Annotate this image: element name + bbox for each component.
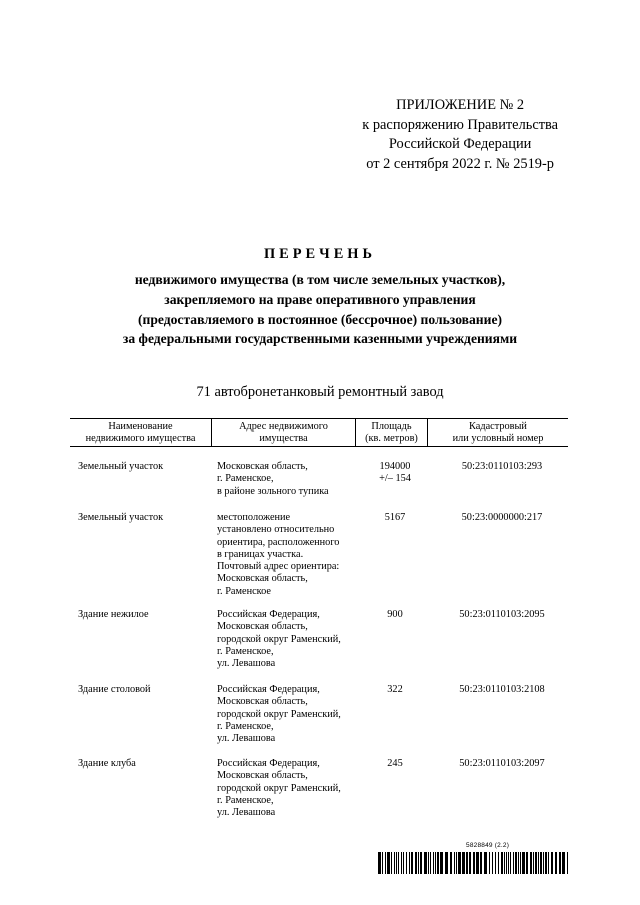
area-line: 5167	[384, 512, 406, 523]
subtitle-line: закрепляемого на праве оперативного управления	[164, 291, 476, 307]
barcode-bar	[428, 852, 429, 874]
row-name: Здание столовой	[78, 684, 151, 695]
subtitle-line: недвижимого имущества (в том числе земельных участков),	[134, 272, 506, 287]
barcode-bar	[522, 852, 525, 874]
header-cadastral-line: или условный номер	[452, 432, 544, 444]
row-cadastral: 50:23:0110103:2108	[459, 684, 545, 695]
header-area-line: (кв. метров)	[365, 432, 418, 444]
barcode-bar	[545, 852, 547, 874]
barcode-bar	[492, 852, 493, 874]
address-line: ул. Левашова	[217, 733, 276, 745]
subtitle-line: (предоставляемого в постоянное (бессрочное) пользование)	[137, 311, 503, 327]
barcode-bar	[462, 852, 465, 874]
barcode-bar	[562, 852, 565, 874]
barcode-bar	[454, 852, 455, 874]
row-cadastral: 50:23:0110103:293	[461, 461, 543, 472]
barcode-bar	[398, 852, 399, 874]
barcode-bar	[458, 852, 461, 874]
row-area	[362, 684, 428, 696]
table-header	[70, 418, 568, 447]
barcode-bar	[415, 852, 417, 874]
barcode-bar	[489, 852, 490, 874]
address-line: г. Раменское,	[217, 720, 274, 732]
barcode-bar	[551, 852, 553, 874]
address-line: г. Раменское,	[217, 794, 274, 806]
barcode-bar	[510, 852, 511, 874]
barcode-bar	[437, 852, 439, 874]
barcode-bar	[411, 852, 413, 874]
barcode-bar	[518, 852, 519, 874]
appendix-number: ПРИЛОЖЕНИЕ № 2	[396, 97, 525, 113]
address-line: Российская Федерация,	[217, 684, 320, 695]
address-line: в районе зольного тупика	[217, 485, 329, 497]
header-cadastral	[428, 421, 568, 444]
barcode-bar	[495, 852, 496, 874]
row-area	[362, 609, 428, 621]
row-name: Земельный участок	[78, 461, 164, 472]
row-area	[362, 758, 428, 770]
row-area	[362, 461, 428, 486]
barcode-bar	[555, 852, 557, 874]
barcode-bar	[424, 852, 427, 874]
barcode-bar	[473, 852, 475, 874]
barcode-bar	[382, 852, 383, 874]
barcode-bar	[515, 852, 517, 874]
barcode-bar	[506, 852, 507, 874]
address-line: г. Раменское,	[217, 473, 274, 485]
barcode-bar	[456, 852, 457, 874]
header-name-line: Наименование	[108, 421, 173, 432]
header-cadastral-line: Кадастровый	[469, 421, 527, 432]
barcode-bar	[385, 852, 386, 874]
address-line: Почтовый адрес ориентира:	[217, 561, 340, 573]
header-address-line: имущества	[259, 432, 308, 444]
address-line: местоположение	[217, 512, 291, 523]
area-line: 322	[387, 684, 403, 695]
address-line: г. Раменское	[217, 585, 271, 597]
barcode-bar	[538, 852, 539, 874]
barcode-bar	[406, 852, 407, 874]
barcode-bar	[409, 852, 410, 874]
barcode-bar	[418, 852, 419, 874]
barcode-bar	[391, 852, 392, 874]
header-address	[212, 421, 355, 444]
address-line: городской округ Раменский,	[217, 782, 341, 794]
address-line: Московская область,	[217, 621, 308, 633]
row-cadastral: 50:23:0110103:2097	[459, 758, 545, 769]
area-line: 245	[387, 758, 403, 769]
barcode-bar	[543, 852, 544, 874]
barcode-bar	[504, 852, 505, 874]
appendix-reference: к распоряжению Правительства	[362, 116, 558, 133]
barcode-bar	[533, 852, 534, 874]
row-name: Земельный участок	[78, 512, 164, 523]
barcode-bar	[433, 852, 434, 874]
barcode-bar	[559, 852, 561, 874]
barcode-bar	[498, 852, 499, 874]
barcode-bar	[420, 852, 422, 874]
row-address	[217, 609, 341, 670]
address-line: Московская область,	[217, 770, 308, 782]
document-title: ПЕРЕЧЕНЬ	[263, 246, 377, 262]
barcode-bar	[403, 852, 404, 874]
address-line: Российская Федерация,	[217, 758, 320, 769]
barcode-number: 5828849 (2.2)	[466, 842, 510, 849]
address-line: в границах участка.	[217, 548, 304, 560]
organization-name: 71 автобронетанковый ремонтный завод	[196, 384, 444, 400]
barcode-bar	[387, 852, 390, 874]
address-line: установлено относительно	[217, 524, 335, 536]
barcode-bar	[520, 852, 521, 874]
area-line: 194000	[379, 461, 411, 472]
address-line: городской округ Раменский,	[217, 633, 341, 645]
row-area	[362, 512, 428, 524]
appendix-government: Российской Федерации	[388, 136, 532, 153]
address-line: ул. Левашова	[217, 658, 276, 670]
row-address	[217, 461, 329, 498]
row-address	[217, 758, 341, 819]
row-cadastral: 50:23:0110103:2095	[459, 609, 545, 620]
barcode-bar	[484, 852, 487, 874]
barcode-bar	[501, 852, 503, 874]
barcode-bar	[440, 852, 443, 874]
barcode-bar	[526, 852, 528, 874]
barcode-bar	[530, 852, 532, 874]
barcode-bar	[476, 852, 479, 874]
header-area	[356, 421, 427, 444]
barcode-image	[378, 852, 570, 874]
address-line: Московская область,	[217, 573, 308, 585]
header-address-line: Адрес недвижимого	[239, 421, 328, 432]
barcode-bar	[535, 852, 537, 874]
area-line: 900	[387, 609, 403, 620]
address-line: городской округ Раменский,	[217, 708, 341, 720]
header-area-line: Площадь	[371, 421, 412, 432]
row-name: Здание нежилое	[78, 609, 149, 620]
address-line: ориентира, расположенного	[217, 536, 340, 548]
barcode-bar	[396, 852, 397, 874]
row-address	[217, 512, 339, 598]
barcode-bar	[540, 852, 542, 874]
header-name-line: недвижимого имущества	[85, 432, 196, 444]
barcode-bar	[469, 852, 471, 874]
document-subtitle	[0, 270, 640, 349]
header-name	[70, 421, 211, 444]
area-line: +/– 154	[379, 473, 411, 485]
barcode-bar	[378, 852, 381, 874]
address-line: г. Раменское,	[217, 645, 274, 657]
row-name: Здание клуба	[78, 758, 136, 769]
row-address	[217, 684, 341, 745]
address-line: Российская Федерация,	[217, 609, 320, 620]
barcode-bar	[466, 852, 468, 874]
barcode-bar	[430, 852, 431, 874]
barcode-bar	[450, 852, 452, 874]
barcode-bar	[480, 852, 482, 874]
barcode-bar	[548, 852, 549, 874]
barcode-bar	[445, 852, 448, 874]
address-line: Московская область,	[217, 461, 308, 472]
address-line: Московская область,	[217, 696, 308, 708]
barcode-bar	[567, 852, 568, 874]
row-cadastral: 50:23:0000000:217	[461, 512, 543, 523]
subtitle-line: за федеральными государственными казенными учреждениями	[122, 331, 518, 347]
address-line: ул. Левашова	[217, 807, 276, 819]
barcode-bar	[508, 852, 509, 874]
barcode-bar	[401, 852, 402, 874]
barcode-bar	[394, 852, 395, 874]
appendix-date: от 2 сентября 2022 г. № 2519-р	[366, 155, 554, 172]
barcode-bar	[435, 852, 436, 874]
appendix-header	[362, 96, 558, 174]
barcode-bar	[513, 852, 514, 874]
